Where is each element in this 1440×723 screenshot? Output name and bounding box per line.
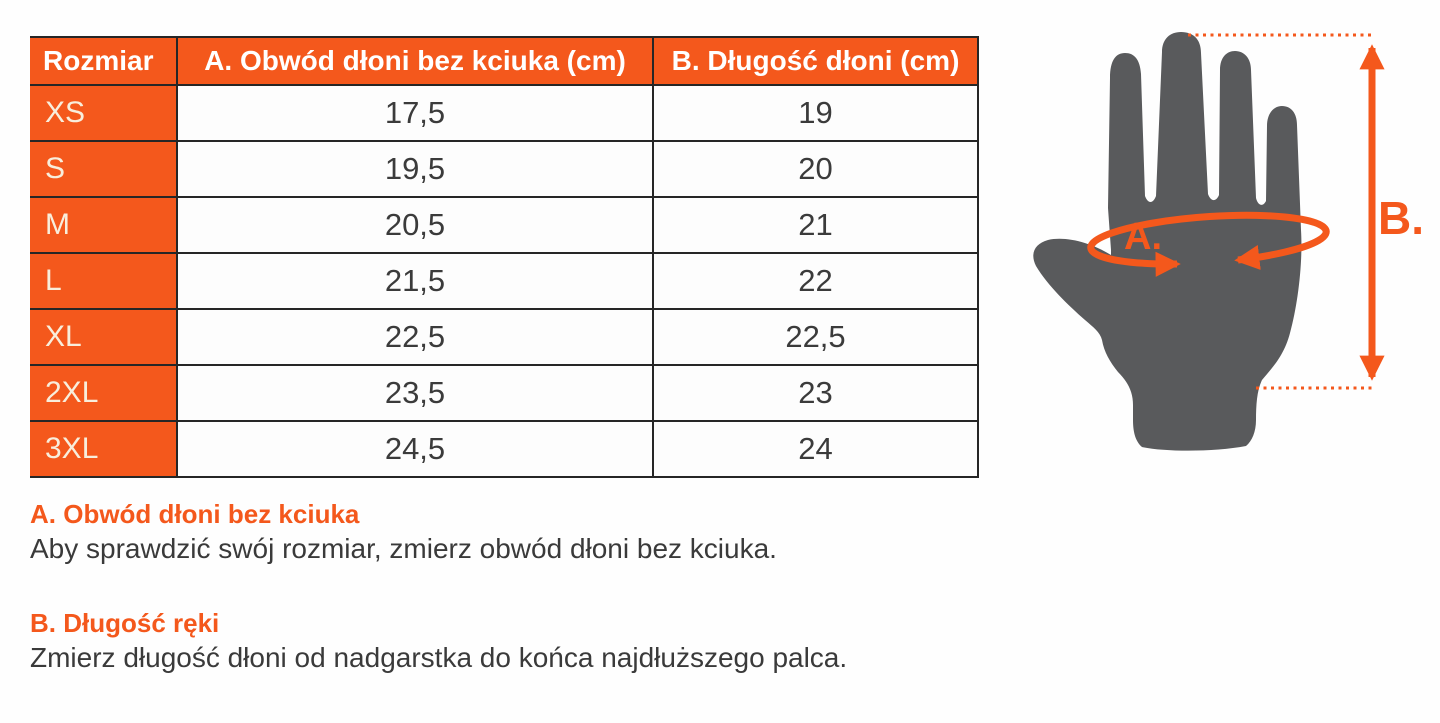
table-header-row [30, 37, 978, 85]
note-a-body: Aby sprawdzić swój rozmiar, zmierz obwód dłoni bez kciuka. [30, 533, 777, 564]
note-b-heading: B. Długość ręki [30, 608, 220, 638]
length-cell: 24 [653, 421, 978, 477]
size-cell: 3XL [30, 421, 177, 477]
circumference-cell: 20,5 [177, 197, 653, 253]
table-row [30, 141, 978, 197]
column-header-length: B. Długość dłoni (cm) [653, 37, 978, 85]
table-row [30, 253, 978, 309]
length-cell: 20 [653, 141, 978, 197]
table-row [30, 421, 978, 477]
diagram-label-b: B. [1378, 192, 1424, 244]
hand-measurement-diagram [1000, 0, 1440, 480]
size-cell: M [30, 197, 177, 253]
column-header-rozmiar: Rozmiar [30, 37, 177, 85]
hand-silhouette-icon [1033, 32, 1301, 451]
column-header-circumference: A. Obwód dłoni bez kciuka (cm) [177, 37, 653, 85]
table-row [30, 85, 978, 141]
table-row [30, 309, 978, 365]
circumference-cell: 23,5 [177, 365, 653, 421]
circumference-cell: 24,5 [177, 421, 653, 477]
length-cell: 23 [653, 365, 978, 421]
note-a-heading: A. Obwód dłoni bez kciuka [30, 499, 360, 529]
size-cell: L [30, 253, 177, 309]
size-table [30, 36, 979, 478]
size-cell: S [30, 141, 177, 197]
circumference-cell: 21,5 [177, 253, 653, 309]
length-cell: 21 [653, 197, 978, 253]
diagram-label-a: A. [1124, 216, 1162, 258]
circumference-cell: 22,5 [177, 309, 653, 365]
length-cell: 22,5 [653, 309, 978, 365]
circumference-cell: 19,5 [177, 141, 653, 197]
size-cell: XL [30, 309, 177, 365]
note-b-body: Zmierz długość dłoni od nadgarstka do końca najdłuższego palca. [30, 642, 848, 673]
circumference-cell: 17,5 [177, 85, 653, 141]
table-row [30, 365, 978, 421]
length-cell: 22 [653, 253, 978, 309]
size-cell: 2XL [30, 365, 177, 421]
table-row [30, 197, 978, 253]
size-cell: XS [30, 85, 177, 141]
length-cell: 19 [653, 85, 978, 141]
